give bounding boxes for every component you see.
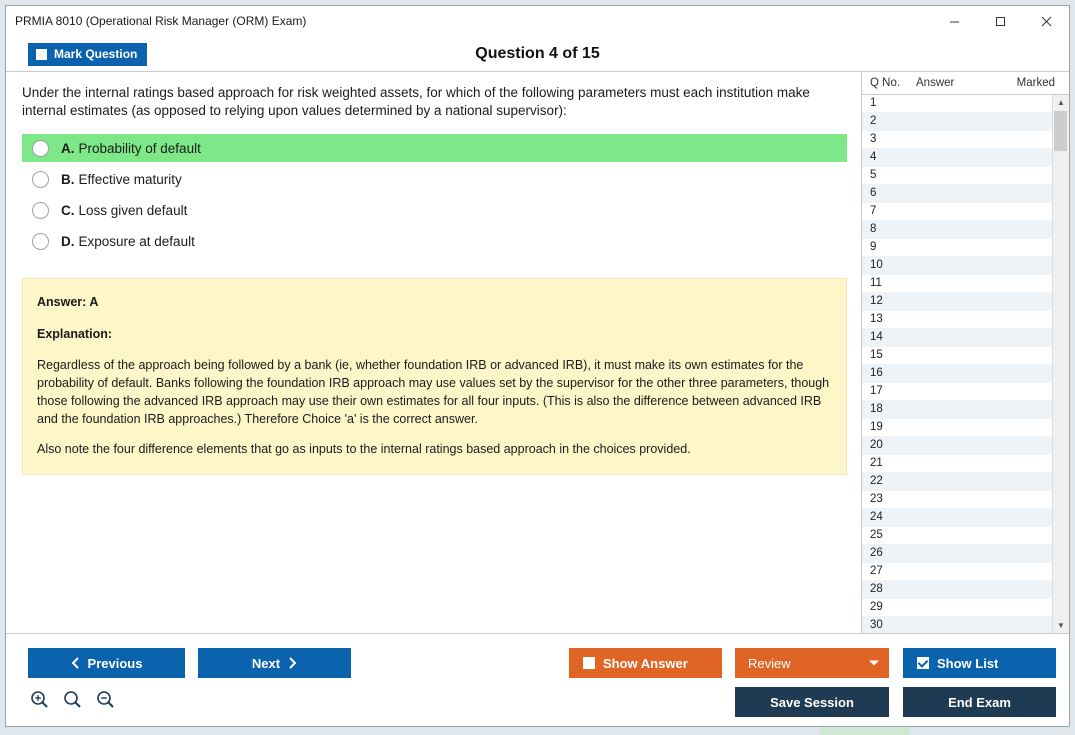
question-number: 25	[870, 529, 883, 542]
explanation-paragraph-1: Regardless of the approach being followed by a bank (ie, whether foundation IRB or advanced IRB), it must make its own estimates for the probability of default. Banks following the foundation IRB approach may use values set by the supervisor for the other three parameters, though those following the advanced IRB approach may use their own estimates for all four inputs. (This is also the difference between advanced IRB and the foundation IRB approaches.) Therefore Choice 'a' is the correct answer.	[37, 357, 830, 427]
question-number: 1	[870, 97, 877, 110]
zoom-controls	[30, 690, 115, 709]
question-number: 10	[870, 259, 883, 272]
exam-body	[6, 72, 1069, 633]
zoom-out-icon[interactable]	[96, 690, 115, 709]
zoom-reset-icon[interactable]	[63, 690, 82, 709]
column-header-marked: Marked	[1016, 76, 1055, 89]
exam-header	[6, 37, 1069, 72]
choice-option-a[interactable]	[22, 134, 847, 162]
scrollbar-thumb[interactable]	[1054, 111, 1067, 151]
question-number: 27	[870, 565, 883, 578]
question-list-row[interactable]	[862, 617, 1052, 633]
minimize-icon	[949, 16, 960, 27]
end-exam-label: End Exam	[948, 694, 1011, 710]
minimize-button[interactable]	[931, 7, 977, 36]
show-list-label: Show List	[937, 655, 999, 671]
question-list-row[interactable]	[862, 185, 1052, 203]
question-list-row[interactable]	[862, 113, 1052, 131]
exam-footer	[6, 633, 1069, 726]
choice-option-d[interactable]	[22, 227, 847, 255]
question-list-row[interactable]	[862, 311, 1052, 329]
question-list-row[interactable]	[862, 581, 1052, 599]
show-list-button[interactable]	[903, 648, 1056, 678]
question-number: 8	[870, 223, 877, 236]
question-number: 5	[870, 169, 877, 182]
next-label: Next	[251, 655, 281, 671]
question-list-row[interactable]	[862, 149, 1052, 167]
window-titlebar	[6, 6, 1069, 37]
question-list-row[interactable]	[862, 527, 1052, 545]
question-number: 23	[870, 493, 883, 506]
chevron-right-icon	[288, 657, 297, 669]
scroll-down-icon[interactable]: ▼	[1053, 617, 1069, 633]
column-header-number: Q No.	[870, 76, 901, 89]
answer-line: Answer: A	[37, 295, 99, 310]
question-number: 29	[870, 601, 883, 614]
question-list-row[interactable]	[862, 401, 1052, 419]
review-label: Review	[748, 655, 791, 671]
question-number: 22	[870, 475, 883, 488]
question-number: 15	[870, 349, 883, 362]
question-list-row[interactable]	[862, 329, 1052, 347]
question-number: 19	[870, 421, 883, 434]
question-list-row[interactable]	[862, 257, 1052, 275]
explanation-label: Explanation:	[37, 326, 113, 341]
question-list-row[interactable]	[862, 203, 1052, 221]
question-list-row[interactable]	[862, 239, 1052, 257]
radio-icon-b[interactable]	[32, 171, 49, 188]
column-header-answer: Answer	[916, 76, 955, 89]
question-number: 24	[870, 511, 883, 524]
question-list-row[interactable]	[862, 491, 1052, 509]
previous-button[interactable]	[28, 648, 185, 678]
radio-icon-a[interactable]	[32, 140, 49, 157]
question-list-row[interactable]	[862, 599, 1052, 617]
question-number: 6	[870, 187, 877, 200]
save-session-label: Save Session	[770, 694, 854, 710]
question-number: 30	[870, 619, 883, 632]
desktop-background-strip	[820, 727, 910, 735]
choice-option-b[interactable]	[22, 165, 847, 193]
show-answer-button[interactable]	[569, 648, 722, 678]
question-list-row[interactable]	[862, 563, 1052, 581]
end-exam-button[interactable]	[903, 687, 1056, 717]
question-list-row[interactable]	[862, 95, 1052, 113]
question-list-row[interactable]	[862, 473, 1052, 491]
answer-explanation-panel	[22, 278, 847, 475]
question-title: Question 4 of 15	[475, 45, 600, 62]
question-number: 7	[870, 205, 877, 218]
question-number: 18	[870, 403, 883, 416]
choice-letter-a: A.	[61, 140, 75, 156]
window-title: PRMIA 8010 (Operational Risk Manager (ORM) Exam)	[15, 14, 307, 28]
question-number: 16	[870, 367, 883, 380]
question-list-row[interactable]	[862, 365, 1052, 383]
question-list-scrollbar[interactable]	[1052, 95, 1069, 633]
close-icon	[1041, 16, 1052, 27]
question-list-pane	[861, 72, 1069, 633]
question-text: Under the internal ratings based approach for risk weighted assets, for which of the following parameters must each institution make internal estimates (as opposed to relying upon values determined by a national supervisor):	[22, 85, 810, 119]
question-list-row[interactable]	[862, 419, 1052, 437]
choice-text-c: Loss given default	[78, 202, 188, 218]
question-pane	[6, 72, 861, 633]
radio-icon-d[interactable]	[32, 233, 49, 250]
show-answer-checkbox-icon	[583, 657, 595, 669]
choice-text-d: Exposure at default	[78, 233, 195, 249]
review-dropdown[interactable]	[735, 648, 889, 678]
choice-option-c[interactable]	[22, 196, 847, 224]
exam-window	[5, 5, 1070, 727]
question-number: 14	[870, 331, 883, 344]
maximize-icon	[995, 16, 1006, 27]
question-number: 9	[870, 241, 877, 254]
question-list-row[interactable]	[862, 293, 1052, 311]
question-list-row[interactable]	[862, 131, 1052, 149]
choice-letter-c: C.	[61, 202, 75, 218]
question-number: 26	[870, 547, 883, 560]
question-number: 21	[870, 457, 883, 470]
question-list-row[interactable]	[862, 455, 1052, 473]
save-session-button[interactable]	[735, 687, 889, 717]
question-list-body	[862, 95, 1069, 633]
question-list-row[interactable]	[862, 347, 1052, 365]
close-button[interactable]	[1023, 7, 1069, 36]
question-list-row[interactable]	[862, 221, 1052, 239]
question-number: 12	[870, 295, 883, 308]
question-list-row[interactable]	[862, 275, 1052, 293]
choice-letter-d: D.	[61, 233, 75, 249]
choice-letter-b: B.	[61, 171, 75, 187]
question-number: 3	[870, 133, 877, 146]
question-list-row[interactable]	[862, 509, 1052, 527]
question-list-row[interactable]	[862, 167, 1052, 185]
question-number: 20	[870, 439, 883, 452]
scroll-up-icon[interactable]: ▲	[1053, 95, 1069, 111]
question-list-row[interactable]	[862, 437, 1052, 455]
mark-question-label: Mark Question	[54, 47, 138, 61]
question-list-header	[862, 72, 1069, 95]
chevron-down-icon	[869, 661, 879, 666]
question-list-row[interactable]	[862, 383, 1052, 401]
radio-icon-c[interactable]	[32, 202, 49, 219]
question-number: 28	[870, 583, 883, 596]
previous-label: Previous	[87, 655, 143, 671]
mark-question-button[interactable]	[28, 43, 147, 66]
maximize-button[interactable]	[977, 7, 1023, 36]
choice-text-b: Effective maturity	[78, 171, 182, 187]
show-list-checkbox-icon	[917, 657, 929, 669]
show-answer-label: Show Answer	[603, 655, 688, 671]
question-number: 17	[870, 385, 883, 398]
mark-checkbox-icon	[36, 49, 47, 60]
chevron-left-icon	[71, 657, 80, 669]
question-number: 13	[870, 313, 883, 326]
zoom-in-icon[interactable]	[30, 690, 49, 709]
question-rows[interactable]	[862, 95, 1052, 633]
explanation-paragraph-2: Also note the four difference elements that go as inputs to the internal ratings based approach in the choices provided.	[37, 442, 691, 457]
question-list-row[interactable]	[862, 545, 1052, 563]
question-number: 4	[870, 151, 877, 164]
question-number: 2	[870, 115, 877, 128]
question-number: 11	[870, 277, 882, 290]
choice-text-a: Probability of default	[78, 140, 201, 156]
next-button[interactable]	[198, 648, 351, 678]
scrollbar-track[interactable]	[1053, 111, 1069, 617]
choices-list	[6, 134, 861, 258]
